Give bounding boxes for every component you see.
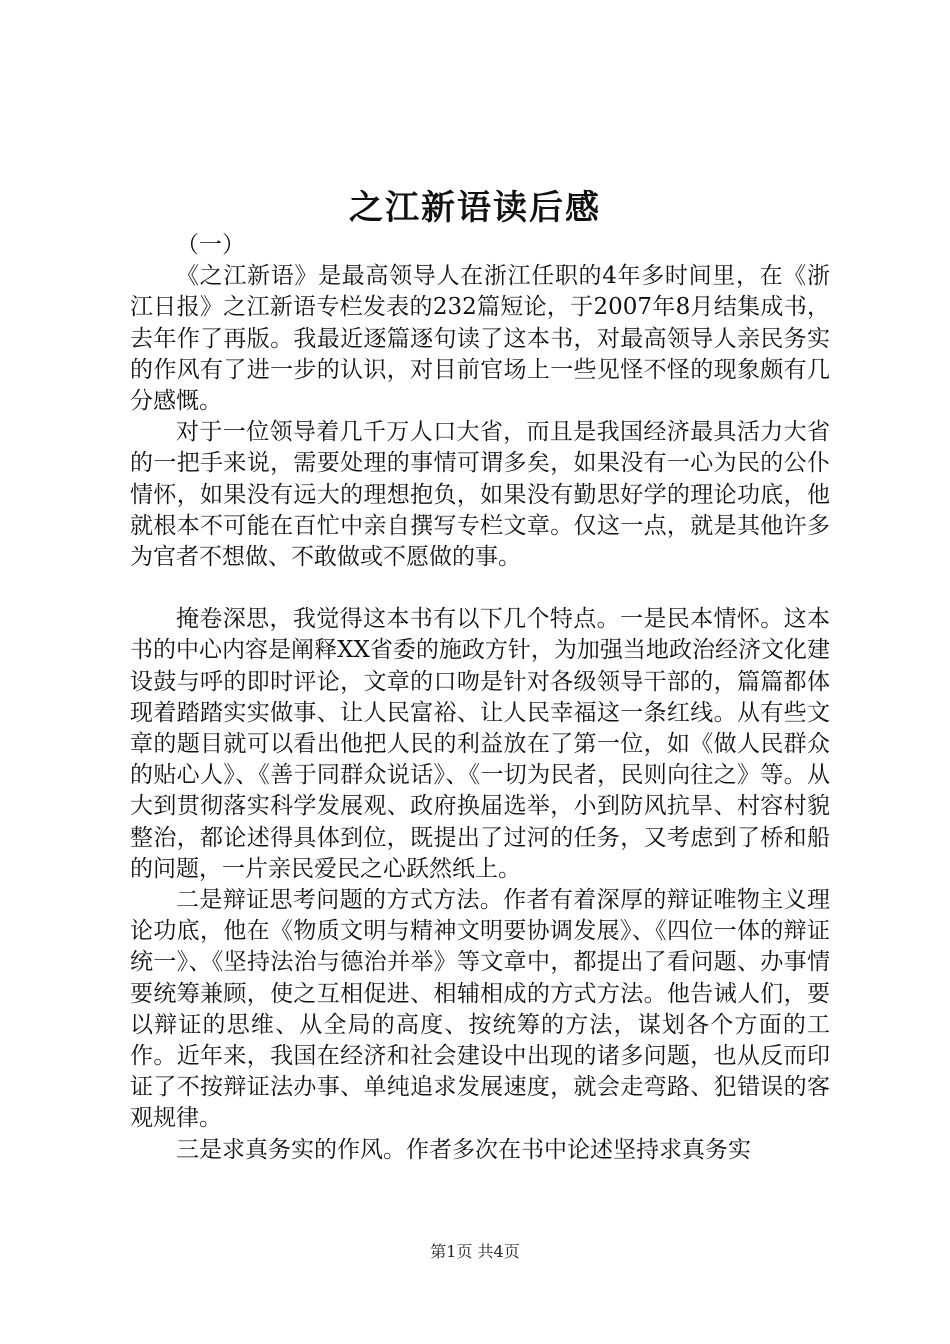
paragraph-feature-one: 掩卷深思，我觉得这本书有以下几个特点。一是民本情怀。这本书的中心内容是阐释XX省委的施政方针，为加强当地政治经济文化建设鼓与呼的即时评论，文章的口吻是针对各级领导干部的，篇篇都体现着踏踏实实做事、让人民富裕、让人民幸福这一条红线。从有些文章的题目就可以看出他把人民的利益放在了第一位，如《做人民群众的贴心人》、《善于同群众说话》、《一切为民者，民则向往之》等。从大到贯彻落实科学发展观、政府换届选举，小到防风抗旱、村容村貌整治，都论述得具体到位，既提出了过河的任务，又考虑到了桥和船的问题，一片亲民爱民之心跃然纸上。 [130,606,830,882]
paragraph-feature-three: 三是求真务实的作风。作者多次在书中论述坚持求真务实 [176,1136,751,1163]
paragraph-leadership: 对于一位领导着几千万人口大省，而且是我国经济最具活力大省的一把手来说，需要处理的事情可谓多矣，如果没有一心为民的公仆情怀，如果没有远大的理想抱负，如果没有勤思好学的理论功底，他就根本不可能在百忙中亲自撰写专栏文章。仅这一点，就是其他许多为官者不想做、不敢做或不愿做的事。 [130,419,830,571]
page-number-footer: 第1页 共4页 [430,1242,520,1261]
section-number: （一） [176,232,245,258]
document-title: 之江新语读后感 [349,188,601,228]
paragraph-feature-two: 二是辩证思考问题的方式方法。作者有着深厚的辩证唯物主义理论功底，他在《物质文明与精神文明要协调发展》、《四位一体的辩证统一》、《坚持法治与德治并举》等文章中，都提出了看问题、办事情要统筹兼顾，使之互相促进、相辅相成的方式方法。他告诫人们，要以辩证的思维、从全局的高度、按统筹的方法，谋划各个方面的工作。近年来，我国在经济和社会建设中出现的诸多问题，也从反而印证了不按辩证法办事、单纯追求发展速度，就会走弯路、犯错误的客观规律。 [130,887,830,1132]
paragraph-intro: 《之江新语》是最高领导人在浙江任职的4年多时间里，在《浙江日报》之江新语专栏发表的232篇短论，于2007年8月结集成书，去年作了再版。我最近逐篇逐句读了这本书，对最高领导人亲民务实的作风有了进一步的认识，对目前官场上一些见怪不怪的现象颇有几分感慨。 [130,263,830,415]
document-body [130,230,830,1166]
